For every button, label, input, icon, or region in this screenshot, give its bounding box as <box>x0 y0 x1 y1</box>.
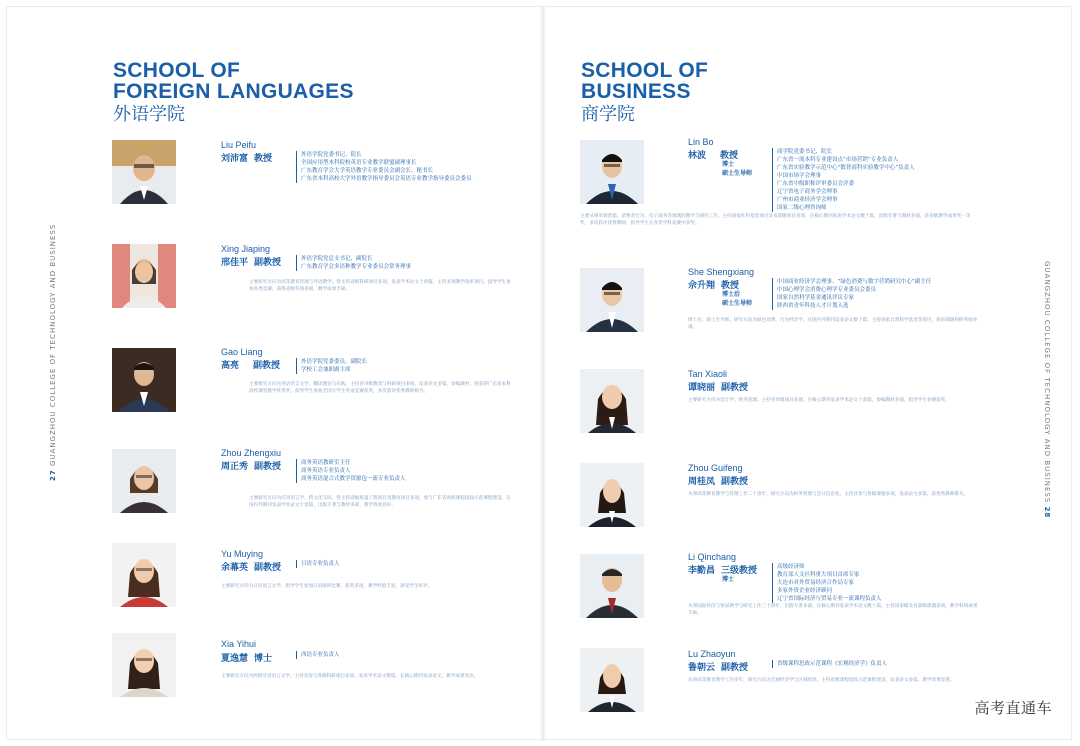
name-cn-with-title <box>221 560 281 573</box>
biography-text: 主要研究方向为英语语言文学、翻译理论与实践。主持省市级教改与科研项目多项，发表论文多篇，参编教材。曾获得广东省本科高校课堂教学优秀奖，指导学生参加全国大学生英语竞赛获奖，多次获评优秀教师称号。 <box>249 382 511 394</box>
biography-text: 从事国际经济与贸易教学与研究工作三十余年，出版专著多部，在核心期刊发表学术论文数十篇，主持国家级及省部级课题多项，教学科研成果丰硕。 <box>688 604 978 616</box>
heading-en-line1: SCHOOL OF <box>581 59 709 82</box>
heading-cn: 外语学院 <box>113 104 185 125</box>
name-cn-with-title <box>221 651 272 664</box>
biography-text: 主要研究方向为高等教育管理与外语教学。曾主持省级科研项目多项，发表学术论文十余篇，主持多项教学改革项目。指导学生参加各类竞赛，获得省级奖项多项，教学成果丰硕。 <box>249 280 511 292</box>
biography-text: 主要研究方向为日语语言文学。指导学生参加日语演讲比赛，获奖多项，教学经验丰富，深受学生好评。 <box>221 584 433 589</box>
role-line: 教育部人文社科重大项目首席专家 <box>777 572 860 578</box>
role-line: 陕西省青年科技人才计划入选 <box>777 303 849 309</box>
name-cn-with-title <box>221 459 281 472</box>
academic-title: 副教授 <box>253 361 281 371</box>
biography-text: 主要从事市场营销、消费者行为、电子商务等领域的教学与研究工作。主持国家社科基金项目及省部级项目多项，在核心期刊发表学术论文数十篇，出版专著与教材多部，获省级教学成果奖一等奖，多次获评优秀教师，指导学生在各类学科竞赛中获奖。 <box>580 214 971 226</box>
roles-list <box>772 148 915 212</box>
name-cn-with-title <box>221 151 272 164</box>
degree-tag: 硕士生导师 <box>722 300 753 307</box>
role-line: 辽宁省电子商务学会理事 <box>777 189 838 195</box>
biography-text: 从事高等教育教学工作多年，研究方向为宏观经济学与区域经济。主持省级课程思政示范课程建设，发表论文多篇，教学效果显著。 <box>688 678 955 683</box>
degree-tag: 硕士生导师 <box>722 170 753 177</box>
academic-title: 副教授 <box>721 383 749 393</box>
heading-en-line2: BUSINESS <box>581 80 691 103</box>
academic-title: 副教授 <box>254 258 282 268</box>
role-line: 高级经济师 <box>777 564 805 570</box>
role-line: 商务英语混合式教学资源包一流专业负责人 <box>301 476 406 482</box>
role-line: 国家二级心理咨询师 <box>777 205 827 211</box>
role-line: 中国市场学会理事 <box>777 173 822 179</box>
role-line: 商务英语专业负责人 <box>301 468 351 474</box>
name-en: Xing Jiaping <box>221 244 271 254</box>
name-en: Zhou Zhengxiu <box>221 448 282 458</box>
roles-list <box>772 563 882 603</box>
name-en: Tan Xiaoli <box>688 369 728 379</box>
degree-tags <box>722 575 734 584</box>
role-line: 外语学院党委书记、院长 <box>301 152 362 158</box>
role-line: 广东省本科高校大学外语教学指导委员会英语专业教学指导委员会委员 <box>301 176 472 182</box>
portrait-photo <box>580 648 644 712</box>
heading-en-line2: FOREIGN LANGUAGES <box>113 80 354 103</box>
name-cn-with-title <box>221 358 280 371</box>
roles-list <box>296 459 406 483</box>
role-line: 多家外资企业经济顾问 <box>777 588 833 594</box>
academic-title: 教授 <box>254 154 273 164</box>
right-page-number: 28 <box>1043 506 1051 519</box>
name-cn: 谭晓丽 <box>688 383 716 393</box>
role-line: 日语专业负责人 <box>301 561 340 567</box>
name-cn: 鲁朝云 <box>688 663 716 673</box>
name-cn-with-title <box>688 660 748 673</box>
role-line: 中国商业经济学会理事、“绿色消费与数字营销研究中心”副主任 <box>777 279 932 285</box>
portrait-photo <box>112 140 176 204</box>
academic-title: 三级教授 <box>721 566 758 576</box>
role-line: 广东教育学会大学英语教学专业委员会副会长、秘书长 <box>301 168 434 174</box>
name-cn: 佘升翔 <box>688 281 716 291</box>
academic-title: 副教授 <box>721 663 749 673</box>
portrait-photo <box>112 348 176 412</box>
role-line: 广东省实验教学示范中心“数智商科实验教学中心”负责人 <box>777 165 915 171</box>
degree-tag: 博士 <box>722 576 735 583</box>
heading-en-line1: SCHOOL OF <box>113 59 241 82</box>
academic-title: 副教授 <box>721 477 749 487</box>
role-line: 全国应用型本科院校英语专业教学联盟副理事长 <box>301 160 417 166</box>
academic-title: 教授 <box>721 281 740 291</box>
portrait-photo <box>112 449 176 513</box>
degree-tag: 博士 <box>722 161 735 168</box>
name-en: She Shengxiang <box>688 267 755 277</box>
name-en: Yu Muying <box>221 549 264 559</box>
name-cn: 刘沛富 <box>221 154 249 164</box>
name-cn: 林波 <box>688 151 707 161</box>
name-cn: 高亮 <box>221 361 240 371</box>
academic-title: 博士 <box>254 654 273 664</box>
roles-list <box>296 560 340 568</box>
role-line: 辽宁省国际经济与贸易专业一流课程负责人 <box>777 596 882 602</box>
portrait-photo <box>112 244 176 308</box>
portrait-photo <box>580 463 644 527</box>
role-line: 广东省中级职称评审委员会评委 <box>777 181 855 187</box>
roles-list <box>296 358 367 374</box>
role-line: 广东教育学会多语种教学专业委员会常务理事 <box>301 264 412 270</box>
academic-title: 副教授 <box>254 462 282 472</box>
left-side-text: GUANGZHOU COLLEGE OF TECHNOLOGY AND BUSINESS <box>49 223 57 467</box>
degree-tag: 博士后 <box>722 291 741 298</box>
role-line: 广东省一流本科专业建设点“市场营销”专业负责人 <box>777 157 899 163</box>
left-side-caption <box>49 223 57 481</box>
role-line: 学校工会兼职副主席 <box>301 367 351 373</box>
name-cn: 李勤昌 <box>688 566 716 576</box>
left-page-heading <box>113 60 354 127</box>
biography-text: 主要研究方向为西班牙语语言文学。主持及参与各级科研项目多项，发表学术论文数篇，在核心期刊发表论文，教学成果突出。 <box>221 674 479 679</box>
name-en: Lu Zhaoyun <box>688 649 736 659</box>
role-line: 中国心理学会消费心理学专业委员会委员 <box>777 287 877 293</box>
name-en: Lin Bo <box>688 137 714 147</box>
role-line: 大连市对外贸易经济合作局专家 <box>777 580 855 586</box>
name-en: Li Qinchang <box>688 552 737 562</box>
roles-list <box>772 278 931 310</box>
portrait-photo <box>580 140 644 204</box>
name-en: Zhou Guifeng <box>688 463 743 473</box>
name-cn-with-title <box>221 255 281 268</box>
role-line: 西语专业负责人 <box>301 652 340 658</box>
name-cn: 邢佳平 <box>221 258 249 268</box>
right-side-text: GUANGZHOU COLLEGE OF TECHNOLOGY AND BUSINESS <box>1043 261 1051 504</box>
name-cn: 周正秀 <box>221 462 249 472</box>
role-line: 广州市商业经济学会理事 <box>777 197 838 203</box>
degree-tags <box>722 160 752 178</box>
roles-list <box>296 255 411 271</box>
name-cn: 周桂凤 <box>688 477 716 487</box>
degree-tags <box>722 290 752 308</box>
heading-cn: 商学院 <box>581 104 635 125</box>
name-en: Gao Liang <box>221 347 263 357</box>
portrait-photo <box>580 268 644 332</box>
brochure-spread <box>6 6 1072 740</box>
role-line: 商务英语教研室主任 <box>301 460 351 466</box>
page-fold <box>540 7 546 741</box>
academic-title: 副教授 <box>254 563 282 573</box>
portrait-photo <box>112 633 176 697</box>
right-page-heading <box>581 60 708 127</box>
name-cn-with-title <box>688 380 748 393</box>
name-cn: 余幕英 <box>221 563 249 573</box>
biography-text: 主要研究方向为应用语言学、跨文化交际。曾主持省级质量工程项目及教改项目多项，参与广东省高校课程思政示范课程建设。在国内外期刊发表学术论文十余篇，出版专著与教材多部，教学效果良好。 <box>249 496 511 508</box>
biography-text: 博士后、硕士生导师。研究方向为绿色消费、行为经济学。在国内外期刊发表论文数十篇，主持国家自然科学基金等项目，获省部级科研奖励多项。 <box>688 318 978 330</box>
role-line: 省级课程思政示范课程《宏观经济学》负责人 <box>777 661 888 667</box>
biography-text: 主要研究方向为会计学、财务管理。主持省市级项目多项，在核心期刊发表学术论文十余篇，参编教材多部，指导学生参赛获奖。 <box>688 398 950 403</box>
role-line: 国家自然科学基金通讯评议专家 <box>777 295 855 301</box>
academic-title: 教授 <box>720 151 739 161</box>
biography-text: 从事高等教育教学与管理工作二十余年，研究方向为财务管理与会计信息化。主持及参与各级课题多项，发表论文多篇，获优秀教师称号。 <box>688 492 969 497</box>
role-line: 外语学院党总支书记、副院长 <box>301 256 373 262</box>
name-cn-with-title <box>688 474 748 487</box>
role-line: 商学院党委书记、院长 <box>777 149 833 155</box>
left-page-number: 27 <box>49 469 57 481</box>
roles-list <box>296 651 340 659</box>
watermark-text: 高考直通车 <box>974 699 1052 717</box>
roles-list <box>772 660 887 668</box>
name-en: Xia Yihui <box>221 639 257 649</box>
portrait-photo <box>580 369 644 433</box>
name-en: Liu Peifu <box>221 140 257 150</box>
role-line: 外语学院党委委员、副院长 <box>301 359 368 365</box>
roles-list <box>296 151 472 183</box>
right-side-caption <box>1043 261 1051 519</box>
portrait-photo <box>112 543 176 607</box>
name-cn: 夏逸慧 <box>221 654 249 664</box>
portrait-photo <box>580 554 644 618</box>
